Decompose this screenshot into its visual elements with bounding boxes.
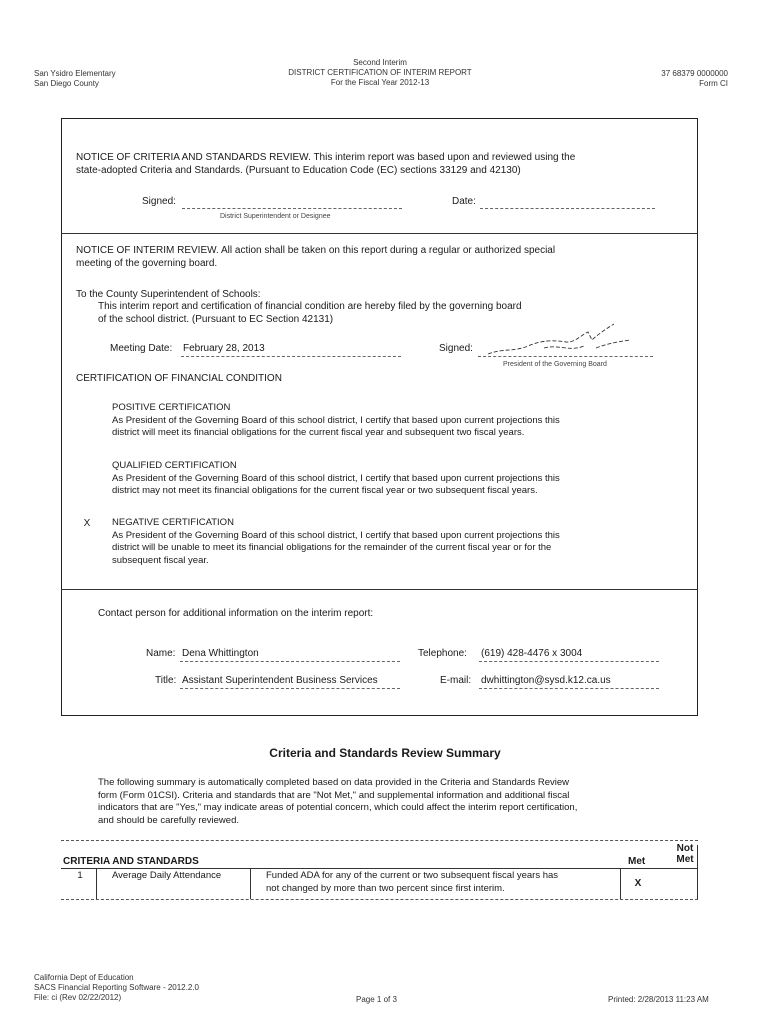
printed-timestamp: Printed: 2/28/2013 11:23 AM	[608, 995, 709, 1004]
negative-line3: subsequent fiscal year.	[112, 554, 209, 566]
summary-line2: form (Form 01CSI). Criteria and standards that are "Not Met," and supplemental information and additional fiscal	[98, 789, 570, 801]
positive-title: POSITIVE CERTIFICATION	[112, 402, 231, 413]
summary-line3: indicators that are "Yes," may indicate areas of potential concern, which could affect the interim report certification,	[98, 802, 578, 813]
negative-certification	[112, 517, 692, 567]
contact-name-value: Dena Whittington	[182, 648, 259, 659]
page-number: Page 1 of 3	[356, 995, 397, 1004]
filing-line1: This interim report and certification of financial condition are hereby filed by the governing board	[98, 301, 522, 312]
district-name-block	[34, 69, 116, 89]
form-id-block	[600, 69, 728, 89]
contact-title-value: Assistant Superintendent Business Services	[182, 675, 378, 686]
footer-software: SACS Financial Reporting Software - 2012.2.0	[34, 983, 199, 992]
criterion-desc-line1: Funded ADA for any of the current or two subsequent fiscal years has	[266, 870, 559, 881]
meeting-date-line[interactable]	[181, 356, 401, 357]
qualified-certification	[112, 460, 692, 498]
form-code: Form CI	[699, 79, 728, 88]
met-column-header: Met	[628, 856, 646, 867]
table-col-rule-3	[620, 869, 621, 899]
president-caption: President of the Governing Board	[503, 361, 607, 368]
positive-line1: As President of the Governing Board of this school district, I certify that based upon current projections this	[112, 414, 560, 426]
president-signature-line[interactable]	[478, 356, 653, 357]
telephone-line[interactable]	[479, 661, 659, 662]
filing-line2: of the school district. (Pursuant to EC Section 42131)	[98, 314, 334, 325]
email-value: dwhittington@sysd.k12.ca.us	[481, 675, 611, 686]
date-line[interactable]	[480, 208, 655, 209]
table-col-rule-2	[250, 869, 251, 899]
table-row: 1	[77, 870, 83, 881]
contact-title-label: Title:	[155, 675, 177, 686]
notice-criteria-text	[76, 151, 686, 177]
qualified-title: QUALIFIED CERTIFICATION	[112, 460, 237, 471]
date-label: Date:	[452, 196, 476, 207]
qualified-line1: As President of the Governing Board of this school district, I certify that based upon current projections this	[112, 472, 560, 484]
signed-label: Signed:	[142, 196, 176, 207]
superintendent-caption: District Superintendent or Designee	[220, 213, 331, 220]
footer-left	[34, 973, 199, 1003]
report-title-block	[230, 58, 530, 88]
email-label: E-mail:	[440, 675, 472, 686]
notice-criteria-line1: NOTICE OF CRITERIA AND STANDARDS REVIEW. This interim report was based upon and reviewed using the	[76, 152, 576, 163]
report-title: DISTRICT CERTIFICATION OF INTERIM REPORT	[288, 68, 472, 77]
summary-title: Criteria and Standards Review Summary	[269, 746, 501, 760]
notice-interim-line1: NOTICE OF INTERIM REVIEW. All action shall be taken on this report during a regular or authorized special	[76, 245, 556, 256]
notice-criteria-line2: state-adopted Criteria and Standards. (Pursuant to Education Code (EC) sections 33129 and 42130)	[76, 165, 521, 176]
criteria-header: CRITERIA AND STANDARDS	[63, 856, 199, 867]
criterion-desc-line2: not changed by more than two percent since first interim.	[266, 882, 505, 894]
positive-line2: district will meet its financial obligations for the current fiscal year and subsequent two fiscal years.	[112, 427, 525, 438]
notice-interim-line2: meeting of the governing board.	[76, 258, 218, 269]
meeting-date-label: Meeting Date:	[110, 343, 173, 354]
met-mark: X	[634, 878, 642, 889]
table-col-rule-4	[697, 845, 698, 899]
board-signed-label: Signed:	[439, 343, 473, 354]
table-col-rule-1	[96, 869, 97, 899]
telephone-label: Telephone:	[418, 648, 467, 659]
footer-dept: California Dept of Education	[34, 973, 134, 982]
not-met-header-line2: Met	[676, 854, 694, 865]
table-top-rule	[61, 840, 698, 841]
financial-condition-heading: CERTIFICATION OF FINANCIAL CONDITION	[76, 373, 282, 384]
negative-checkbox[interactable]: X	[83, 518, 91, 529]
criterion-description	[266, 870, 616, 895]
superintendent-signature-line[interactable]	[182, 208, 402, 209]
criterion-name: Average Daily Attendance	[112, 870, 222, 881]
cds-code: 37 68379 0000000	[661, 69, 728, 78]
not-met-header-line1: Not	[676, 843, 694, 854]
fiscal-year: For the Fiscal Year 2012-13	[330, 78, 430, 87]
contact-intro: Contact person for additional information on the interim report:	[98, 608, 374, 619]
qualified-line2: district may not meet its financial obligations for the current fiscal year or two subsequent fiscal years.	[112, 485, 538, 496]
district-name: San Ysidro Elementary	[34, 69, 116, 78]
section-divider	[61, 233, 698, 234]
meeting-date-value: February 28, 2013	[183, 343, 265, 354]
contact-title-line[interactable]	[180, 688, 400, 689]
negative-line2: district will be unable to meet its financial obligations for the remainder of the current fiscal year or for the	[112, 542, 552, 553]
table-bottom-rule	[61, 899, 698, 900]
email-line[interactable]	[479, 688, 659, 689]
county-name: San Diego County	[34, 79, 99, 88]
contact-divider	[61, 589, 698, 590]
telephone-value: (619) 428-4476 x 3004	[481, 648, 583, 659]
negative-line1: As President of the Governing Board of this school district, I certify that based upon current projections this	[112, 529, 560, 541]
summary-line1: The following summary is automatically completed based on data provided in the Criteria and Standards Review	[98, 777, 570, 788]
summary-line4: and should be carefully reviewed.	[98, 814, 240, 826]
footer-file: File: ci (Rev 02/22/2012)	[34, 993, 122, 1002]
contact-name-label: Name:	[146, 648, 176, 659]
not-met-column-header	[671, 843, 699, 865]
report-subtitle: Second Interim	[353, 58, 407, 67]
contact-name-line[interactable]	[180, 661, 400, 662]
table-header-rule	[61, 868, 698, 869]
summary-paragraph	[98, 777, 668, 827]
to-county-line: To the County Superintendent of Schools:	[76, 289, 261, 300]
notice-interim-text	[76, 244, 686, 270]
positive-certification	[112, 402, 692, 440]
negative-title: NEGATIVE CERTIFICATION	[112, 517, 234, 528]
